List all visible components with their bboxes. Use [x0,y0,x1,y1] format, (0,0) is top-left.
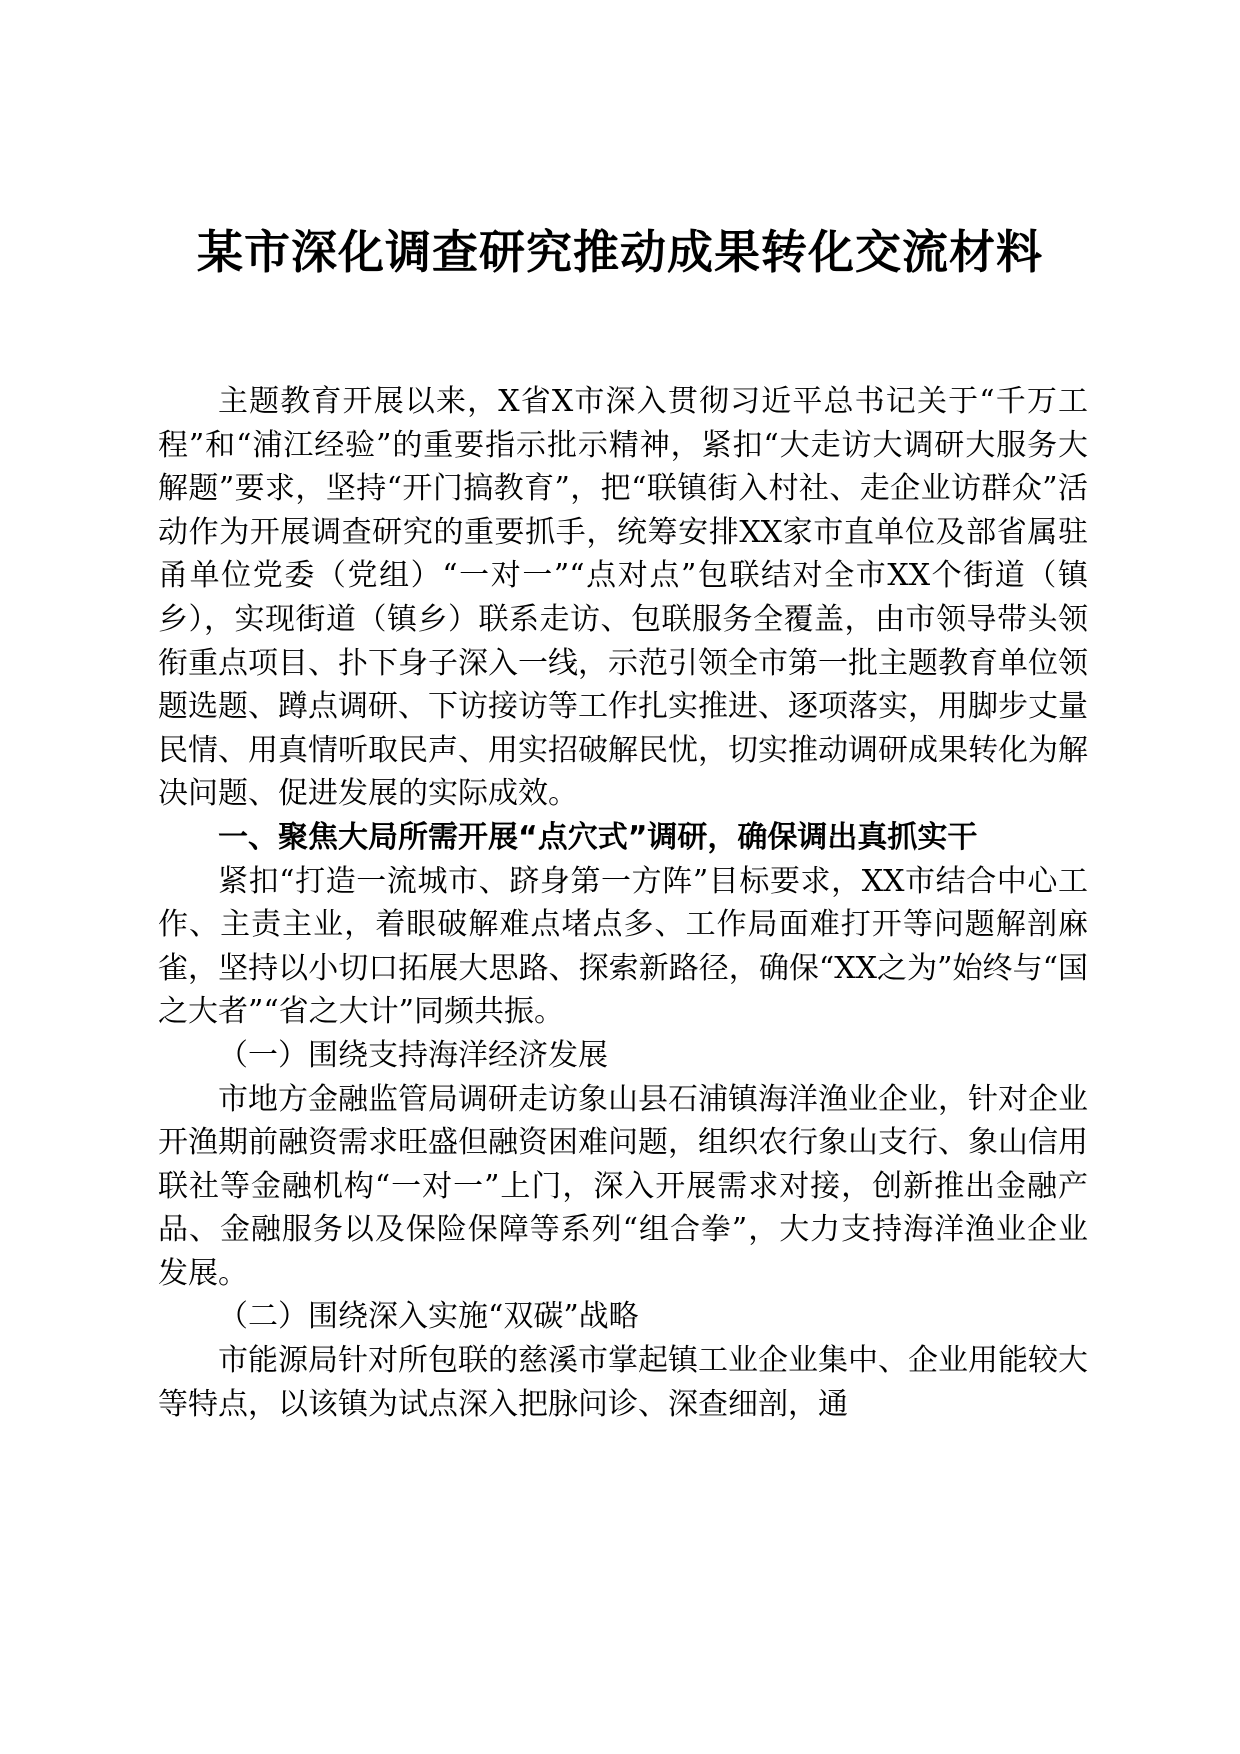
section-1-paragraph: 紧扣“打造一流城市、跻身第一方阵”目标要求，XX市结合中心工作、主责主业，着眼破解难点堵点多、工作局面难打开等问题解剖麻雀，坚持以小切口拓展大思路、探索新路径，确保“XX之为”始终与“国之大者”“省之大计”同频共振。 [158,863,1088,1030]
intro-paragraph: 主题教育开展以来，X省X市深入贯彻习近平总书记关于“千万工程”和“浦江经验”的重要指示批示精神，紧扣“大走访大调研大服务大解题”要求，坚持“开门搞教育”，把“联镇街入村社、走企业访群众”活动作为开展调查研究的重要抓手，统筹安排XX家市直单位及部省属驻甬单位党委（党组）“一对一”“点对点”包联结对全市XX个街道（镇乡），实现街道（镇乡）联系走访、包联服务全覆盖，由市领导带头领衔重点项目、扑下身子深入一线，示范引领全市第一批主题教育单位领题选题、蹲点调研、下访接访等工作扎实推进、逐项落实，用脚步丈量民情、用真情听取民声、用实招破解民忧，切实推动调研成果转化为解决问题、促进发展的实际成效。 [158,384,1088,812]
document-body [158,380,1088,1426]
subsection-1-paragraph: 市地方金融监管局调研走访象山县石浦镇海洋渔业企业，针对企业开渔期前融资需求旺盛但融资困难问题，组织农行象山支行、象山信用联社等金融机构“一对一”上门，深入开展需求对接，创新推出金融产品、金融服务以及保险保障等系列“组合拳”，大力支持海洋渔业企业发展。 [158,1081,1088,1291]
subsection-2-paragraph: 市能源局针对所包联的慈溪市掌起镇工业企业集中、企业用能较大等特点，以该镇为试点深入把脉问诊、深查细剖，通 [158,1343,1088,1422]
document-title: 某市深化调查研究推动成果转化交流材料 [197,225,1043,279]
section-1-heading: 一、聚焦大局所需开展“点穴式”调研，确保调出真抓实干 [218,819,978,855]
subsection-1-heading: （一）围绕支持海洋经济发展 [218,1037,608,1073]
subsection-2-heading: （二）围绕深入实施“双碳”战略 [218,1299,639,1335]
